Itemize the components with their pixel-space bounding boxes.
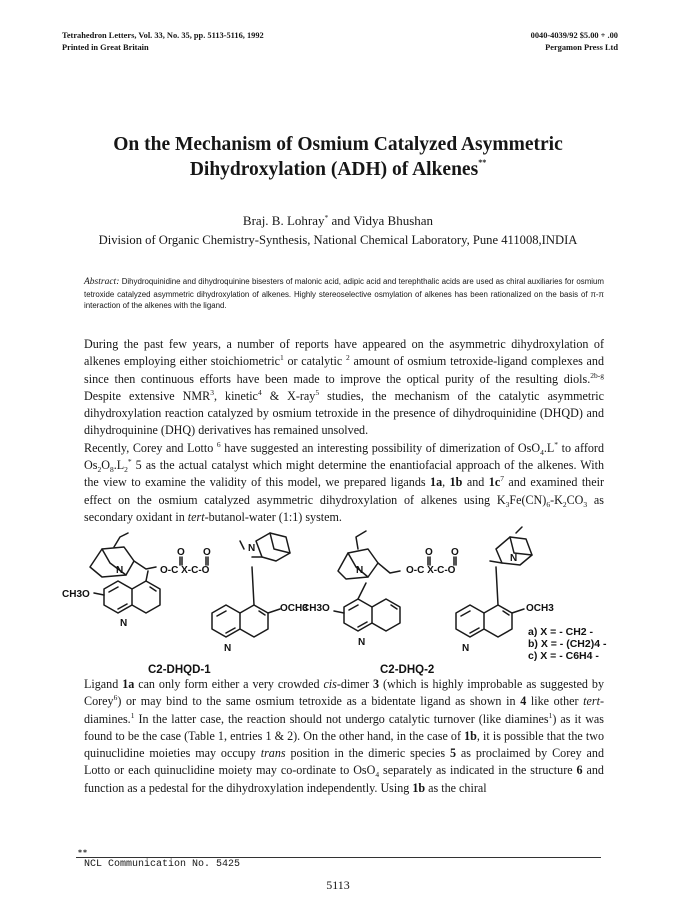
abstract-label: Abstract: <box>84 277 120 287</box>
text-run: .L <box>113 458 125 473</box>
italic-text: tert <box>583 694 600 709</box>
text-run: , <box>442 475 450 490</box>
text-run: can only form either a very crowded <box>134 677 324 691</box>
carbonyl-oxygen-label: O <box>451 547 459 558</box>
structure-number: 3 <box>373 677 380 691</box>
compound-label-2: C2-DHQ-2 <box>380 664 435 676</box>
author-list <box>60 213 616 229</box>
printed-location: Printed in Great Britain <box>62 42 149 52</box>
nitrogen-label: N <box>248 543 256 554</box>
publisher-header <box>531 30 618 53</box>
quinoline-ring-right-2 <box>456 567 524 637</box>
footnote: NCL Communication No. 5425 <box>84 859 241 870</box>
text-run: -K <box>550 492 563 507</box>
text-run: Fe(CN) <box>509 492 547 507</box>
footnote-divider <box>76 857 601 858</box>
carbonyl-oxygen-label: O <box>177 547 185 558</box>
ligand-label: 1a <box>430 475 443 490</box>
text-run: studies, the mechanism of the catalytic asymmetric dihydroxylation reaction catalyzed by osmium tetroxide in the presence of dihydroquinidine (DHQD) and dihydroquinine (DHQ) derivatives has remained unsolved. <box>84 388 604 438</box>
quinoline-ring-right-1 <box>212 567 280 637</box>
ligand-label: 1b <box>464 728 477 743</box>
text-run: .L <box>543 440 555 455</box>
subscript: 2 <box>562 499 567 509</box>
text-run: -dimer <box>336 677 374 691</box>
quinuclidine-cage-left-2 <box>338 531 400 579</box>
linker-option-b: b) X = - (CH2)4 - <box>528 638 607 650</box>
text-run: as the chiral <box>425 780 487 795</box>
text-run: -butanol-water (1:1) system. <box>204 509 342 524</box>
text-run: In the latter case, the reaction should not undergo catalytic turnover (like diamines <box>134 711 549 726</box>
ref-superscript: 5 <box>315 387 320 397</box>
subscript: 3 <box>583 499 588 509</box>
nitrogen-label: N <box>116 565 124 576</box>
compound-label-1: C2-DHQD-1 <box>148 664 211 676</box>
methoxy-label: OCH3 <box>526 603 554 614</box>
text-run: & X-ray <box>261 388 316 403</box>
title-line-2 <box>60 157 616 182</box>
author-1: Braj. B. Lohray <box>242 213 325 228</box>
text-run: have suggested an interesting possibility of dimerization of OsO <box>220 440 541 455</box>
subscript: 6 <box>546 499 551 509</box>
ligand-label: 1b <box>412 780 426 795</box>
ref-superscript: 1 <box>279 353 284 363</box>
text-run: (which is highly improbable as suggested by Corey <box>84 677 604 709</box>
body-text-discussion <box>84 676 604 797</box>
ref-superscript: 6 <box>113 693 118 703</box>
ligand-label: 1b <box>449 475 463 490</box>
text-run: Ligand <box>84 677 123 691</box>
title-line-2-text: Dihydroxylation (ADH) of Alkenes <box>189 159 479 180</box>
subscript: 3 <box>505 499 510 509</box>
subscript: 2 <box>97 465 102 475</box>
ester-linker-label: O-C X-C-O <box>160 565 210 576</box>
methoxy-label: OCH3 <box>280 603 308 614</box>
abstract-text: Dihydroquinidine and dihydroquinine bisesters of malonic acid, adipic acid and terephthalic acids are used as chiral auxiliaries for osmium tetroxide catalyzed asymmetric dihydroxylation of alkenes. Highly stereoselective osmylation of alkenes has been rationalized on the basis of π-π interaction of the alkenes with the ligand. <box>84 277 604 311</box>
superscript: * <box>554 439 559 449</box>
superscript: * <box>127 457 132 467</box>
nitrogen-label: N <box>120 618 128 629</box>
subscript: 8 <box>109 465 114 475</box>
issn-price: 0040-4039/92 $5.00 + .00 <box>530 31 618 40</box>
ref-superscript: 6 <box>216 439 221 449</box>
text-run: to afford Os <box>84 440 604 473</box>
methoxy-label: CH3O <box>62 589 90 600</box>
ref-superscript: 3 <box>210 387 214 397</box>
journal-header <box>62 30 264 53</box>
ref-superscript: 4 <box>257 387 262 397</box>
affiliation: Division of Organic Chemistry-Synthesis, National Chemical Laboratory, Pune 411008,INDIA <box>98 233 578 247</box>
text-run: During the past few years, a number of reports have appeared on the asymmetric dihydroxylation of alkenes employing either stoichiometric <box>84 337 604 369</box>
structure-number: 5 <box>449 746 456 761</box>
ref-superscript: 2b-g <box>590 370 604 380</box>
ref-superscript: 7 <box>500 474 504 484</box>
text-run: and function as a pedestal for the dihydroxylation independently. Using <box>84 763 604 795</box>
author-conjunction: and <box>328 213 354 228</box>
author-2: Vidya Bhushan <box>353 213 434 228</box>
title-footnote-mark: ** <box>478 158 487 167</box>
linker-option-a: a) X = - CH2 - <box>528 626 594 638</box>
text-run: ) or may bind to the same osmium tetroxide as a bidentate ligand as shown in <box>117 694 521 709</box>
nitrogen-label: N <box>510 553 518 564</box>
nitrogen-label: N <box>462 643 470 654</box>
carbonyl-oxygen-label: O <box>203 547 211 558</box>
publisher-name: Pergamon Press Ltd <box>545 42 618 52</box>
text-run: like other <box>526 694 584 709</box>
carbonyl-oxygen-label: O <box>425 547 433 558</box>
methoxy-label: CH3O <box>302 603 330 614</box>
ligand-structures-figure <box>62 527 616 677</box>
italic-text: cis <box>323 677 337 691</box>
linker-option-c: c) X = - C6H4 - <box>528 650 599 662</box>
italic-text: trans <box>260 746 286 761</box>
text-run: and <box>462 475 489 490</box>
structure-number: 4 <box>520 694 527 709</box>
text-run: as secondary oxidant in <box>84 492 604 524</box>
italic-text: tert <box>187 509 205 524</box>
nitrogen-label: N <box>224 643 232 654</box>
nitrogen-label: N <box>358 637 366 648</box>
ref-superscript: 1 <box>548 710 553 720</box>
subscript: 4 <box>540 447 544 457</box>
title-line-1: On the Mechanism of Osmium Catalyzed Asymmetric <box>113 134 563 155</box>
paragraph-2 <box>84 440 604 526</box>
text-run: ) as it was found to be the case (Table 1, entries 1 & 2). On the other hand, in the case of <box>84 711 605 743</box>
abstract <box>84 276 604 312</box>
page-number: 5113 <box>326 878 350 892</box>
text-run: and examined their effect on the osmium catalyzed asymmetric dihydroxylation of alkenes using K <box>84 475 604 507</box>
subscript: 4 <box>375 770 380 780</box>
text-run: position in the dimeric species <box>285 746 450 761</box>
text-run: separately as indicated in the structure <box>379 763 577 778</box>
structure-number: 6 <box>576 763 583 778</box>
carbonyl-bonds <box>180 557 456 565</box>
ref-superscript: 1 <box>130 710 135 720</box>
text-run: Recently, Corey and Lotto <box>84 440 217 455</box>
text-run: as proclaimed by Corey and Lotto or each quinuclidine moiety may co-ordinate to OsO <box>84 746 605 778</box>
subscript: 2 <box>124 465 128 475</box>
text-run: -diamines. <box>84 694 604 726</box>
text-run: O <box>101 458 110 473</box>
footnote-mark: ** <box>78 848 88 857</box>
paragraph-1 <box>84 336 604 440</box>
corresponding-mark: * <box>324 213 329 222</box>
nitrogen-label: N <box>356 565 364 576</box>
text-run: , kinetic <box>213 388 258 403</box>
ligand-label: 1c <box>488 475 501 490</box>
journal-citation: Tetrahedron Letters, Vol. 33, No. 35, pp. 5113-5116, 1992 <box>62 31 264 40</box>
ester-linker-label: O-C X-C-O <box>406 565 456 576</box>
text-run: 5 as the actual catalyst which might determine the enantiofacial approach of the alkenes. With the view to examine the validity of this model, we prepared ligands <box>84 458 604 490</box>
text-run: Despite extensive NMR <box>84 388 211 403</box>
text-run: , it is possible that the two quinuclidine moieties may occupy <box>84 728 604 761</box>
ligand-label: 1a <box>122 677 135 691</box>
ref-superscript: 2 <box>346 353 350 363</box>
quinoline-ring-left-2 <box>334 583 400 631</box>
text-run: amount of osmium tetroxide-ligand complexes and since then continuous efforts have been made to improve the optical purity of the resulting diols. <box>84 354 605 386</box>
paragraph-3 <box>84 676 604 797</box>
text-run: CO <box>566 492 584 507</box>
body-text-intro <box>84 336 604 526</box>
text-run: or catalytic <box>283 354 347 369</box>
paper-title <box>60 132 616 182</box>
